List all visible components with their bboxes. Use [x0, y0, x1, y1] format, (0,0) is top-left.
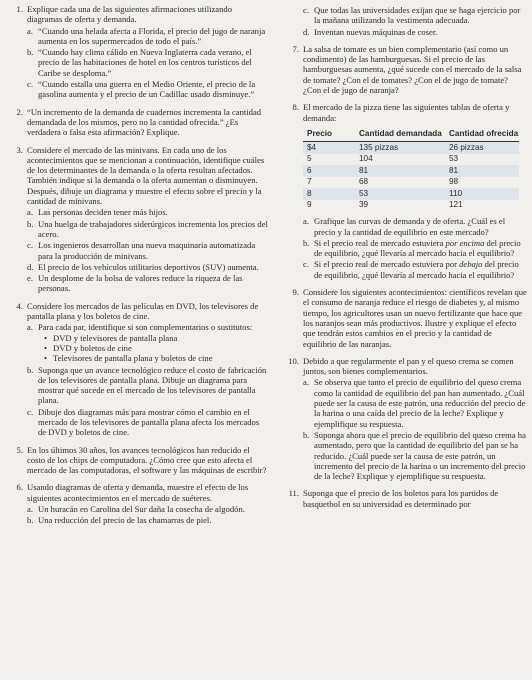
- table-cell: 26 pizzas: [449, 142, 519, 154]
- table-cell: 7: [307, 177, 312, 187]
- question-2: [7, 107, 269, 138]
- question-7: [283, 44, 527, 95]
- sub-item: c. Si el precio real de mercado estuviera por debajo del precio de equilibrio, ¿qué llevaría al mercado hacia el equilibrio?: [303, 259, 519, 280]
- bullet-item: • DVD y televisores de pantalla plana: [44, 332, 178, 343]
- left-column: [7, 4, 269, 533]
- question-8: [283, 102, 527, 280]
- sub-item: e. Un desplome de la bolsa de valores reduce la riqueza de las personas.: [27, 273, 243, 294]
- question-number: 7.: [292, 43, 299, 54]
- table-cell: 53: [449, 154, 459, 164]
- question-3: [7, 145, 269, 294]
- column-header: Precio: [303, 128, 359, 142]
- question-number: 8.: [292, 102, 299, 113]
- table-cell: 81: [359, 165, 449, 177]
- question-text: Considere los mercados de las películas en DVD, los televisores de pantalla plana y los boletos de cine.: [27, 300, 259, 322]
- table-cell: 68: [359, 177, 369, 187]
- question-number: 9.: [292, 287, 299, 298]
- question-number: 4.: [16, 300, 23, 311]
- sub-item: a. Se observa que tanto el precio de equilibrio del queso crema como la cantidad de equilibrio del pan han aumentado. ¿Cuál puede ser la causa de este patrón, una reducción del precio de la harina o una caída del precio de la leche? Explique y ejemplifique su respuesta.: [303, 377, 526, 429]
- table-row: [303, 154, 519, 166]
- question-text: “Un incremento de la demanda de cuadernos incrementa la cantidad demandada de los mismos, pero no la cantidad ofrecida.” ¿Es verdadera o falsa esta afirmación? Explique.: [27, 106, 262, 138]
- sub-item: b. “Cuando hay clima cálido en Nueva Inglaterra cada verano, el precio de las habitaciones de hotel en los centros turísticos del Caribe se desploma.”: [27, 47, 252, 78]
- sub-item: a. Un huracán en Carolina del Sur daña la cosecha de algodón.: [27, 504, 245, 515]
- question-number: 2.: [16, 106, 23, 117]
- question-text: Debido a que regularmente el pan y el queso crema se comen juntos, son bienes complementarios.: [303, 355, 514, 377]
- sub-item: b. Una huelga de trabajadores siderúrgicos incrementa los precios del acero.: [27, 218, 268, 239]
- sub-item: c. Los ingenieros desarrollan una nueva maquinaria automatizada para la producción de minivans.: [27, 240, 256, 261]
- question-5: [7, 445, 269, 476]
- table-cell: 9: [307, 200, 312, 210]
- question-text: El mercado de la pizza tiene las siguientes tablas de oferta y demanda:: [303, 102, 510, 123]
- question-number: 6.: [16, 482, 23, 493]
- question-number: 5.: [16, 444, 23, 455]
- table-cell: 104: [359, 154, 373, 164]
- table-header-row: [303, 128, 519, 142]
- table-cell: 135 pizzas: [359, 142, 449, 154]
- question-1: [7, 4, 269, 100]
- sub-item: c. Que todas las universidades exijan que se haga ejercicio por la mañana utilizando la vestimenta adecuada.: [303, 5, 521, 26]
- table-cell: 39: [359, 200, 369, 210]
- sub-item: c. Dibuje dos diagramas más para mostrar cómo el cambio en el mercado de los televisores de pantalla plana afecta los mercados de DVD y boletos de cine.: [27, 406, 260, 438]
- table-row: [303, 200, 519, 212]
- question-4: [7, 301, 269, 438]
- question-number: 10.: [288, 355, 299, 366]
- right-column: [283, 4, 527, 516]
- question-6: [7, 482, 269, 525]
- question-6-continued: [283, 4, 527, 37]
- sub-item: b. Suponga ahora que el precio de equilibrio del queso crema ha aumentado, pero que la cantidad de equilibrio del pan se ha reducido. ¿Cuál puede ser la causa de este patrón, un incremento del precio de la harina o un incremento del precio de la leche? Explique y ejemplifique su respuesta.: [303, 429, 526, 482]
- table-row: [303, 142, 519, 154]
- table-cell: $4: [303, 142, 359, 154]
- question-text: Considere el mercado de las minivans. En cada uno de los acontecimientos que se mencionan a continuación, identifique cuáles de los determinantes de la demanda o la oferta resultan afectados. También indique si la demanda o la oferta aumentan o disminuyen. Después, dibuje un diagrama y muestre el efecto sobre el precio y la cantidad de minivans.: [27, 144, 265, 207]
- question-text: Suponga que el precio de los boletos para los partidos de basquetbol en su universidad es determinado por: [303, 488, 499, 509]
- table-cell: 53: [359, 188, 449, 200]
- table-row: [303, 177, 519, 189]
- sub-item: a. Grafique las curvas de demanda y de oferta. ¿Cuál es el precio y la cantidad de equilibrio en este mercado?: [303, 216, 506, 237]
- table-cell: 5: [307, 154, 312, 164]
- question-11: [283, 488, 527, 509]
- sub-item: b. Suponga que un avance tecnológico reduce el costo de fabricación de los televisores de pantalla plana. Dibuje un diagrama para mostrar qué sucede en el mercado de los televisores de pantalla plana.: [27, 364, 267, 406]
- table-row: [303, 188, 519, 200]
- sub-item: c. “Cuando estalla una guerra en el Medio Oriente, el precio de la gasolina aumenta y el precio de un Cadillac usado disminuye.”: [27, 79, 256, 100]
- table-cell: 8: [303, 188, 359, 200]
- question-text: La salsa de tomate es un bien complementario (así como un condimento) de las hamburguesas. Si el precio de las hamburguesas aumenta, ¿qué sucede con el mercado de la salsa de tomate? ¿Con el de tomates? ¿Con el de jugo de tomate? ¿Con el de jugo de naranja?: [303, 43, 522, 96]
- table-cell: 121: [449, 200, 463, 210]
- question-text: Usando diagramas de oferta y demanda, muestre el efecto de los siguientes acontecimientos en el mercado de suéteres.: [27, 482, 249, 503]
- question-10: [283, 356, 527, 482]
- sub-item: d. Inventan nuevas máquinas de coser.: [303, 26, 438, 37]
- question-9: [283, 287, 527, 349]
- bullet-item: • DVD y boletos de cine: [44, 342, 132, 353]
- question-number: 11.: [288, 488, 299, 499]
- question-text: Considere los siguientes acontecimientos: científicos revelan que el consumo de naranja reduce el riesgo de diabetes y, al mismo tiempo, los agricultores usan un nuevo fertilizante que hace que los naranjos sean más productivos. Ilustre y explique el efecto que tendrán estos cambios en el precio y la cantidad de equilibrio de las naranjas.: [303, 287, 527, 349]
- table-cell: 98: [449, 177, 459, 187]
- question-text: Explique cada una de las siguientes afirmaciones utilizando diagramas de oferta y demanda.: [27, 4, 232, 25]
- table-row: [303, 165, 519, 177]
- table-cell: 6: [303, 165, 359, 177]
- bullet-item: • Televisores de pantalla plana y boletos de cine: [44, 353, 213, 364]
- column-header: Cantidad demandada: [359, 128, 449, 142]
- column-header: Cantidad ofrecida: [449, 128, 519, 142]
- question-text: En los últimos 30 años, los avances tecnológicos han reducido el costo de los chips de computadora. ¿Cómo cree que esto afecta el mercado de las computadoras, el software y las máquinas de escribir?: [27, 444, 267, 476]
- sub-item: a. Las personas deciden tener más hijos.: [27, 207, 168, 218]
- question-number: 3.: [16, 144, 23, 155]
- sub-item: a. Para cada par, identifique si son complementarios o sustitutos: • DVD y televisores de pantalla plana • DVD y boletos de cine • Televisores de pantalla plana y boletos de cine: [27, 322, 269, 363]
- supply-demand-table: [303, 128, 519, 211]
- question-number: 1.: [16, 4, 23, 14]
- sub-item: a. “Cuando una helada afecta a Florida, el precio del jugo de naranja aumenta en los supermercados de todo el país.”: [27, 25, 266, 46]
- table-cell: 110: [449, 188, 519, 200]
- sub-item: d. El precio de los vehículos utilitarios deportivos (SUV) aumenta.: [27, 261, 259, 272]
- table-cell: 81: [449, 165, 519, 177]
- sub-item: b. Una reducción del precio de las chamarras de piel.: [27, 515, 212, 526]
- sub-item: b. Si el precio real de mercado estuviera por encima del precio de equilibrio, ¿qué llevaría al mercado hacia el equilibrio?: [303, 237, 521, 259]
